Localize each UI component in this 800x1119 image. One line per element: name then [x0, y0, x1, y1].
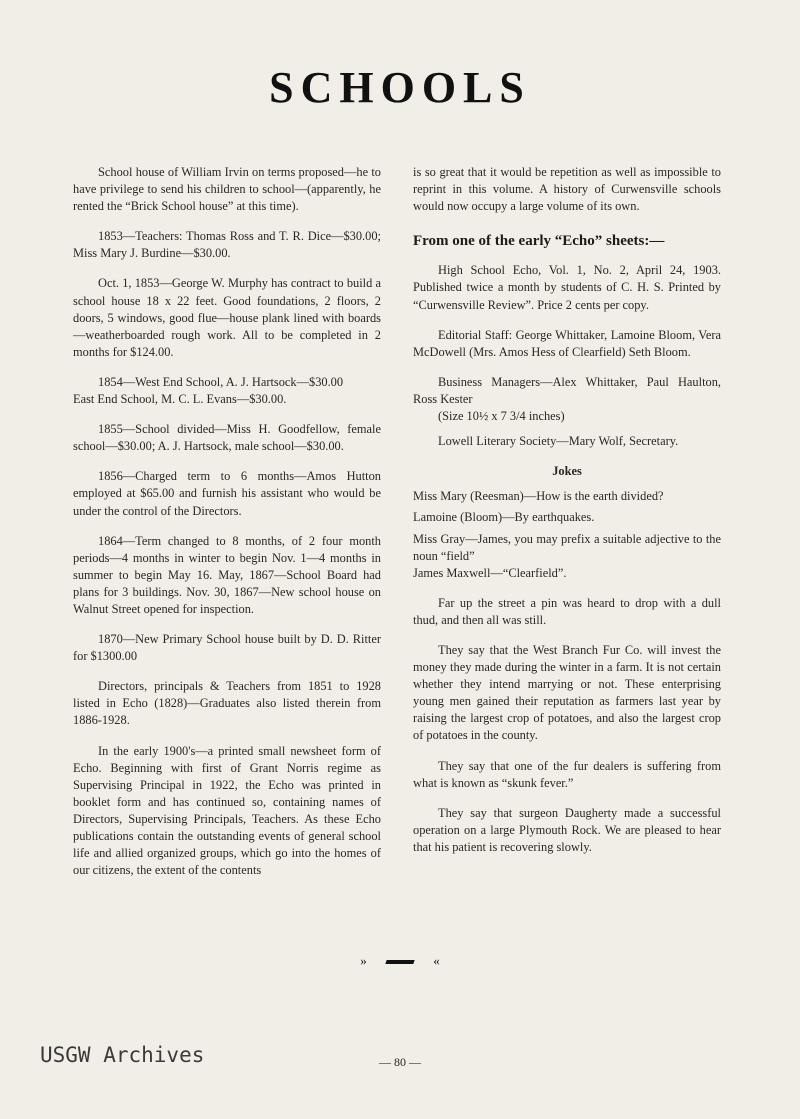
paragraph-surgeon: They say that surgeon Daugherty made a successful operation on a large Plymouth Rock. We are pleased to hear that his patient is recovering slowly.: [413, 805, 721, 854]
joke-2-question: Miss Gray—James, you may prefix a suitable adjective to the noun “field”: [413, 531, 721, 563]
joke-1-answer: Lamoine (Bloom)—By earthquakes.: [413, 510, 595, 525]
paragraph-size: (Size 10½ x 7 3/4 inches): [438, 409, 565, 424]
left-column: [73, 164, 381, 892]
section-heading: From one of the early “Echo” sheets:—: [413, 233, 665, 250]
paragraph-1856: 1856—Charged term to 6 months—Amos Hutton employed at $65.00 and furnish his assistant who would be under the control of the Directors.: [73, 469, 381, 518]
ornament-left-glyph: »: [360, 953, 367, 968]
archive-watermark: USGW Archives: [40, 1043, 205, 1067]
ornament-bar-icon: [385, 960, 414, 964]
paragraph-continuation: is so great that it would be repetition as well as impossible to reprint in this volume. A history of Curwensville schools would now occupy a large volume of its own.: [413, 165, 721, 214]
right-column: [413, 164, 721, 869]
paragraph-skunk-fever: They say that one of the fur dealers is suffering from what is known as “skunk fever.”: [413, 758, 721, 790]
page-number: — 80 —: [379, 1055, 421, 1069]
joke-2-answer: James Maxwell—“Clearfield”.: [413, 565, 567, 580]
paragraph-1870: 1870—New Primary School house built by D. D. Ritter for $1300.00: [73, 632, 381, 664]
paragraph-pin-drop: Far up the street a pin was heard to drop with a dull thud, and then all was still.: [413, 595, 721, 627]
paragraph-1864: 1864—Term changed to 8 months, of 2 four month periods—4 months in winter to begin Nov. 1—4 months in summer to begin May 16. May, 1867—School Board had plans for 3 buildings. Nov. 30, 1867—New school house on Walnut Street opened for inspection.: [73, 533, 381, 616]
paragraph-business-managers: Business Managers—Alex Whittaker, Paul Haulton, Ross Kester: [413, 374, 721, 406]
jokes-heading: Jokes: [552, 464, 582, 479]
paragraph-1853-contract: Oct. 1, 1853—George W. Murphy has contract to build a school house 18 x 22 feet. Good foundations, 2 floors, 2 doors, 5 windows, good flue—house plank lined with boards—weatherboarded rough work. All to be completed in 2 months for $124.00.: [73, 276, 381, 359]
paragraph-1853-teachers: 1853—Teachers: Thomas Ross and T. R. Dice—$30.00; Miss Mary J. Burdine—$30.00.: [73, 229, 381, 261]
paragraph-1855: 1855—School divided—Miss H. Goodfellow, female school—$30.00; A. J. Hartsock, male school—$30.00.: [73, 422, 381, 454]
paragraph-echo-info: High School Echo, Vol. 1, No. 2, April 24, 1903. Published twice a month by students of C. H. S. Printed by “Curwensville Review”. Price 2 cents per copy.: [413, 263, 721, 312]
page-title: SCHOOLS: [269, 63, 531, 112]
paragraph-early-1900s: In the early 1900's—a printed small newsheet form of Echo. Beginning with first of Grant Norris regime as Supervising Principal in 1922, the Echo was printed in booklet form and has continued so, containing names of Directors, Supervising Principals, Teachers. As these Echo publications contain the outstanding events of general school life and allied organized groups, which go into the homes of our citizens, the extent of the contents: [73, 743, 381, 878]
paragraph-editorial-staff: Editorial Staff: George Whittaker, Lamoine Bloom, Vera McDowell (Mrs. Amos Hess of Clearfield) Seth Bloom.: [413, 327, 721, 359]
ornament-right-glyph: «: [433, 953, 440, 968]
paragraph-fur-co: They say that the West Branch Fur Co. will invest the money they made during the winter in a farm. It is not certain whether they intend marrying or not. These enterprising young men gained their reputation as farmers last year by raising the largest crop of potatoes, and also the largest crop of potatoes in the county.: [413, 642, 721, 743]
joke-1-question: Miss Mary (Reesman)—How is the earth divided?: [413, 489, 664, 504]
paragraph-irvin: School house of William Irvin on terms proposed—he to have privilege to send his children to school—(apparently, he rented the “Brick School house” at this time).: [73, 165, 381, 214]
paragraph-literary-society: Lowell Literary Society—Mary Wolf, Secretary.: [438, 434, 679, 449]
paragraph-1854-west: 1854—West End School, A. J. Hartsock—$30.00: [98, 374, 344, 389]
paragraph-1854-east: East End School, M. C. L. Evans—$30.00.: [73, 392, 287, 407]
paragraph-directors: Directors, principals & Teachers from 1851 to 1928 listed in Echo (1828)—Graduates also listed therein from 1886-1928.: [73, 679, 381, 728]
section-ornament: [0, 953, 800, 969]
